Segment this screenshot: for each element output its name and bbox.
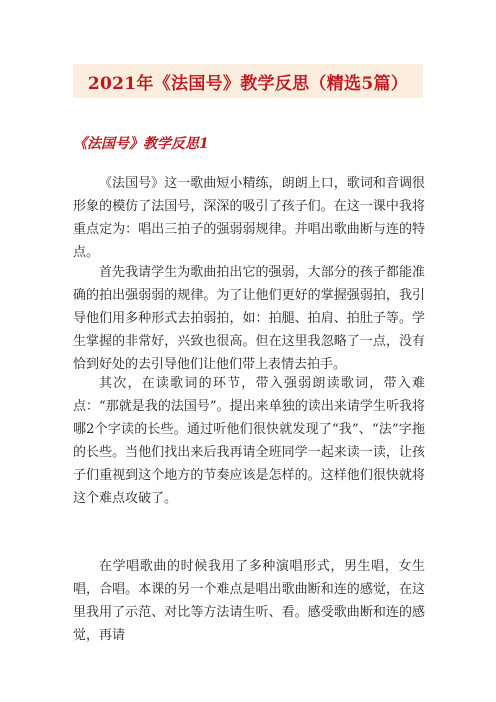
paragraph-2: 首先我请学生为歌曲拍出它的强弱，大部分的孩子都能准确的拍出强弱弱的规律。为了让他们更好的掌握强弱拍，我引导他们用多种形式去拍弱拍，如：拍腿、拍肩、拍肚子等。学生掌握的非常好，兴致也很高。但在这里我忽略了一点，没有恰到好处的去引导他们让他们带上表情去拍手。 <box>73 265 425 372</box>
document-title: 2021年《法国号》教学反思（精选5篇） <box>87 73 409 94</box>
paragraph-3: 其次，在读歌词的环节，带入强弱朗读歌词，带入难点：“那就是我的法国号”。提出来单独的读出来请学生听我将哪2个字读的长些。通过听他们很快就发现了“我”、“法”字拖的长些。当他们找出来后我再请全班同学一起来读一读，让孩子们重视到这个地方的节奏应该是怎样的。这样他们很快就将这个难点攻破了。 <box>73 376 425 506</box>
title-banner <box>73 64 423 98</box>
section-heading: 《法国号》教学反思1 <box>73 136 209 152</box>
paragraph-4: 在学唱歌曲的时候我用了多种演唱形式，男生唱，女生唱，合唱。本课的另一个难点是唱出歌曲断和连的感觉，在这里我用了示范、对比等方法请生听、看。感受歌曲断和连的感觉，再请 <box>73 559 425 643</box>
paragraph-1: 《法国号》这一歌曲短小精练，朗朗上口，歌词和音调很形象的模仿了法国号，深深的吸引了孩子们。在这一课中我将重点定为：唱出三拍子的强弱弱规律。并唱出歌曲断与连的特点。 <box>73 176 425 260</box>
